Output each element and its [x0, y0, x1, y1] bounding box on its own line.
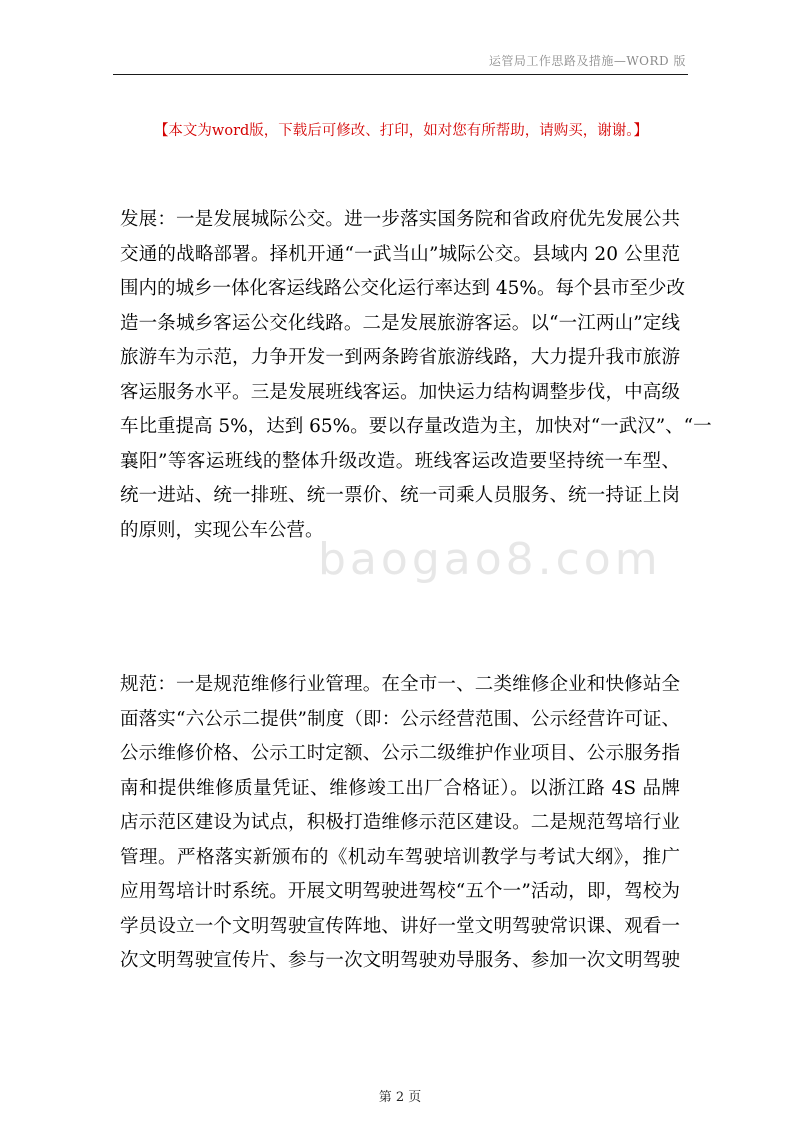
purchase-notice: 【本文为word版，下载后可修改、打印，如对您有所帮助，请购买，谢谢。】 — [153, 123, 649, 139]
text-line: 规范：一是规范维修行业管理。在全市一、二类维修企业和快修站全 — [120, 674, 680, 695]
text-line: 造一条城乡客运公交化线路。二是发展旅游客运。以“一江两山”定线 — [120, 312, 680, 334]
header-divider — [113, 74, 688, 75]
text-line: 南和提供维修质量凭证、维修竣工出厂合格证）。以浙江路 4S 品牌 — [120, 777, 680, 799]
header-title: 运管局工作思路及措施—WORD 版 — [488, 54, 686, 68]
text-line: 公示维修价格、公示工时定额、公示二级维护作业项目、公示服务指 — [120, 743, 680, 764]
text-line: 的原则，实现公车公营。 — [120, 519, 324, 541]
text-line: 车比重提高 5%，达到 65%。要以存量改造为主，加快对“一武汉”、“一 — [120, 416, 712, 437]
watermark: baogao8.com — [318, 534, 662, 585]
page-number: 第 2 页 — [378, 1090, 422, 1105]
text-line: 统一进站、统一排班、统一票价、统一司乘人员服务、统一持证上岗 — [120, 485, 680, 506]
text-line: 学员设立一个文明驾驶宣传阵地、讲好一堂文明驾驶常识课、观看一 — [120, 915, 680, 937]
text-line: 店示范区建设为试点，积极打造维修示范区建设。二是规范驾培行业 — [120, 812, 680, 833]
text-line: 次文明驾驶宣传片、参与一次文明驾驶劝导服务、参加一次文明驾驶 — [120, 950, 680, 971]
text-line: 襄阳”等客运班线的整体升级改造。班线客运改造要坚持统一车型、 — [120, 450, 680, 472]
text-line: 客运服务水平。三是发展班线客运。加快运力结构调整步伐，中高级 — [120, 381, 680, 403]
text-line: 旅游车为示范，力争开发一到两条跨省旅游线路，大力提升我市旅游 — [120, 347, 680, 368]
text-line: 面落实“六公示二提供”制度（即：公示经营范围、公示经营许可证、 — [120, 708, 680, 730]
paragraph-regulation — [120, 668, 680, 979]
paragraph-development — [120, 203, 712, 548]
text-line: 围内的城乡一体化客运线路公交化运行率达到 45%。每个县市至少改 — [120, 278, 686, 299]
text-line: 交通的战略部署。择机开通“一武当山”城际公交。县域内 20 公里范 — [120, 243, 680, 265]
text-line: 发展：一是发展城际公交。进一步落实国务院和省政府优先发展公共 — [120, 209, 680, 230]
text-line: 应用驾培计时系统。开展文明驾驶进驾校“五个一”活动，即，驾校为 — [120, 881, 680, 902]
text-line: 管理。严格落实新颁布的《机动车驾驶培训教学与考试大纲》，推广 — [120, 846, 680, 868]
